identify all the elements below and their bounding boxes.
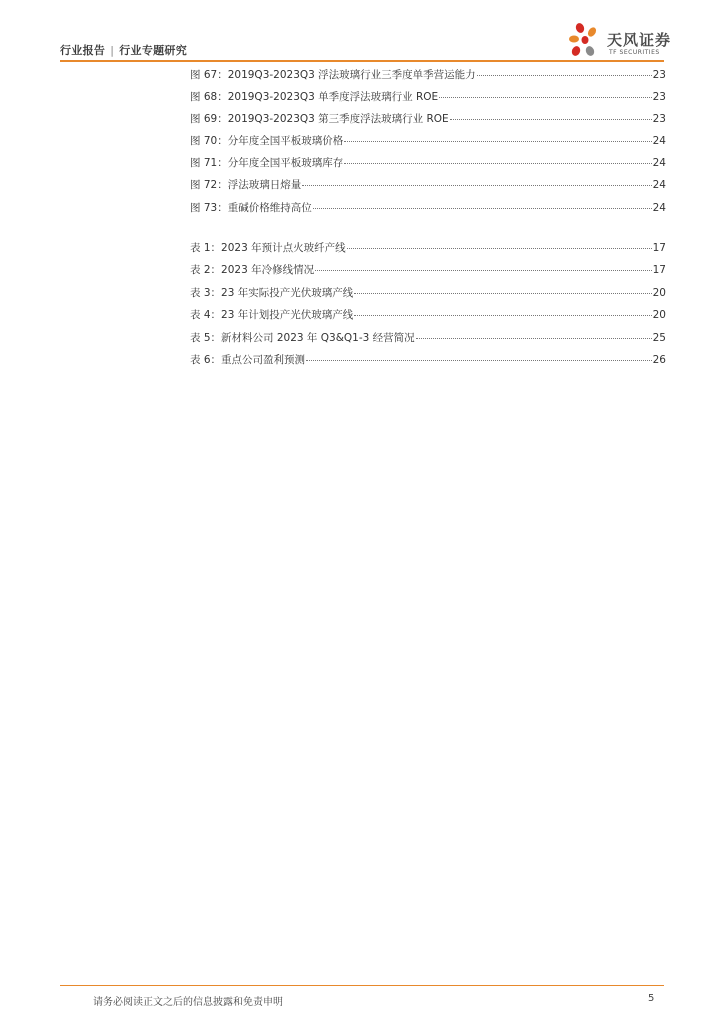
toc-entry-table-4[interactable] (190, 307, 666, 329)
toc-entry-page: 25 (652, 331, 666, 344)
toc-entry-figure-71[interactable] (190, 155, 666, 177)
toc-entry-page: 23 (652, 69, 666, 81)
toc-entry-page: 23 (652, 91, 666, 104)
toc-entry-table-2[interactable] (190, 262, 666, 284)
toc-entry-page: 24 (652, 157, 666, 170)
toc-leader-dots (344, 141, 651, 142)
toc-entry-page: 20 (652, 309, 666, 322)
toc-entry-prefix: 图 67： (190, 69, 228, 81)
toc-entry-prefix: 图 70： (190, 135, 228, 148)
toc-entry-title: 重点公司盈利预测 (221, 353, 306, 366)
toc-entry-title: 新材料公司 2023 年 Q3&Q1-3 经营简况 (221, 331, 415, 344)
toc-leader-dots (302, 185, 651, 186)
toc-leader-dots (313, 208, 652, 209)
toc-entry-table-1[interactable] (190, 240, 666, 262)
toc-entry-figure-67[interactable] (190, 67, 666, 89)
toc-entry-title: 分年度全国平板玻璃库存 (227, 157, 344, 170)
toc-entry-prefix: 表 4： (190, 309, 222, 322)
toc-entry-title: 浮法玻璃日熔量 (227, 179, 302, 192)
toc-leader-dots (344, 163, 651, 164)
footer-disclaimer: 请务必阅读正文之后的信息披露和免责申明 (93, 997, 283, 1008)
toc-entry-title: 23 年实际投产光伏玻璃产线 (221, 286, 354, 299)
logo-name-cn: 天风证券 (607, 31, 672, 49)
toc-entry-figure-70[interactable] (190, 133, 666, 155)
report-type: 行业报告 (60, 44, 106, 57)
toc-entry-prefix: 表 6： (190, 353, 222, 366)
toc-leader-dots (450, 119, 652, 120)
toc-entry-prefix: 表 2： (190, 264, 222, 277)
toc-entry-table-3[interactable] (190, 285, 666, 307)
toc-entry-title: 分年度全国平板玻璃价格 (227, 135, 344, 148)
toc-entry-prefix: 图 69： (190, 113, 228, 126)
toc-entry-page: 23 (652, 113, 666, 126)
toc-entry-title: 2023 年预计点火玻纤产线 (221, 242, 346, 254)
page-number: 5 (648, 993, 655, 1004)
toc-entry-prefix: 图 68： (190, 91, 228, 104)
toc-leader-dots (439, 97, 651, 98)
toc-entry-page: 24 (652, 135, 666, 148)
footer-divider (60, 985, 664, 986)
toc-entry-figure-69[interactable] (190, 111, 666, 133)
toc-entry-page: 17 (652, 242, 666, 254)
flower-logo-icon (568, 22, 606, 60)
toc-entry-title: 2023 年冷修线情况 (221, 264, 315, 277)
toc-entry-title: 2019Q3-2023Q3 浮法玻璃行业三季度单季营运能力 (227, 69, 476, 81)
toc-entry-prefix: 图 73： (190, 201, 228, 214)
header-divider (60, 60, 664, 62)
toc-entry-figure-72[interactable] (190, 177, 666, 199)
toc-entry-figure-73[interactable] (190, 200, 666, 222)
toc-leader-dots (477, 75, 652, 76)
toc-entry-title: 2019Q3-2023Q3 第三季度浮法玻璃行业 ROE (227, 113, 449, 126)
toc-entry-prefix: 表 5： (190, 331, 222, 344)
toc-entry-figure-68[interactable] (190, 89, 666, 111)
toc-entry-page: 20 (652, 286, 666, 299)
toc-entry-prefix: 表 1： (190, 242, 222, 254)
toc-entry-table-6[interactable] (190, 352, 666, 374)
toc-entry-page: 24 (652, 179, 666, 192)
toc-entry-prefix: 图 72： (190, 179, 228, 192)
toc-entry-table-5[interactable] (190, 330, 666, 352)
toc-leader-dots (354, 293, 651, 294)
toc-entry-title: 重碱价格维持高位 (227, 201, 312, 214)
toc-entry-prefix: 图 71： (190, 157, 228, 170)
toc-entry-prefix: 表 3： (190, 286, 222, 299)
toc-leader-dots (354, 315, 651, 316)
toc-leader-dots (306, 360, 652, 361)
toc-entry-title: 23 年计划投产光伏玻璃产线 (221, 309, 354, 322)
toc-entry-page: 24 (652, 201, 666, 214)
table-list (190, 240, 666, 374)
toc-leader-dots (315, 270, 652, 271)
report-category (60, 42, 187, 58)
figure-list (190, 67, 666, 222)
toc-entry-page: 26 (652, 353, 666, 366)
header-separator: | (110, 44, 115, 57)
report-subtype: 行业专题研究 (119, 44, 188, 57)
tf-securities-logo (568, 22, 672, 60)
toc-leader-dots (416, 338, 652, 339)
toc-leader-dots (347, 248, 652, 249)
toc-entry-title: 2019Q3-2023Q3 单季度浮法玻璃行业 ROE (227, 91, 439, 104)
toc-entry-page: 17 (652, 264, 666, 277)
logo-name-en: TF SECURITIES (609, 49, 660, 56)
